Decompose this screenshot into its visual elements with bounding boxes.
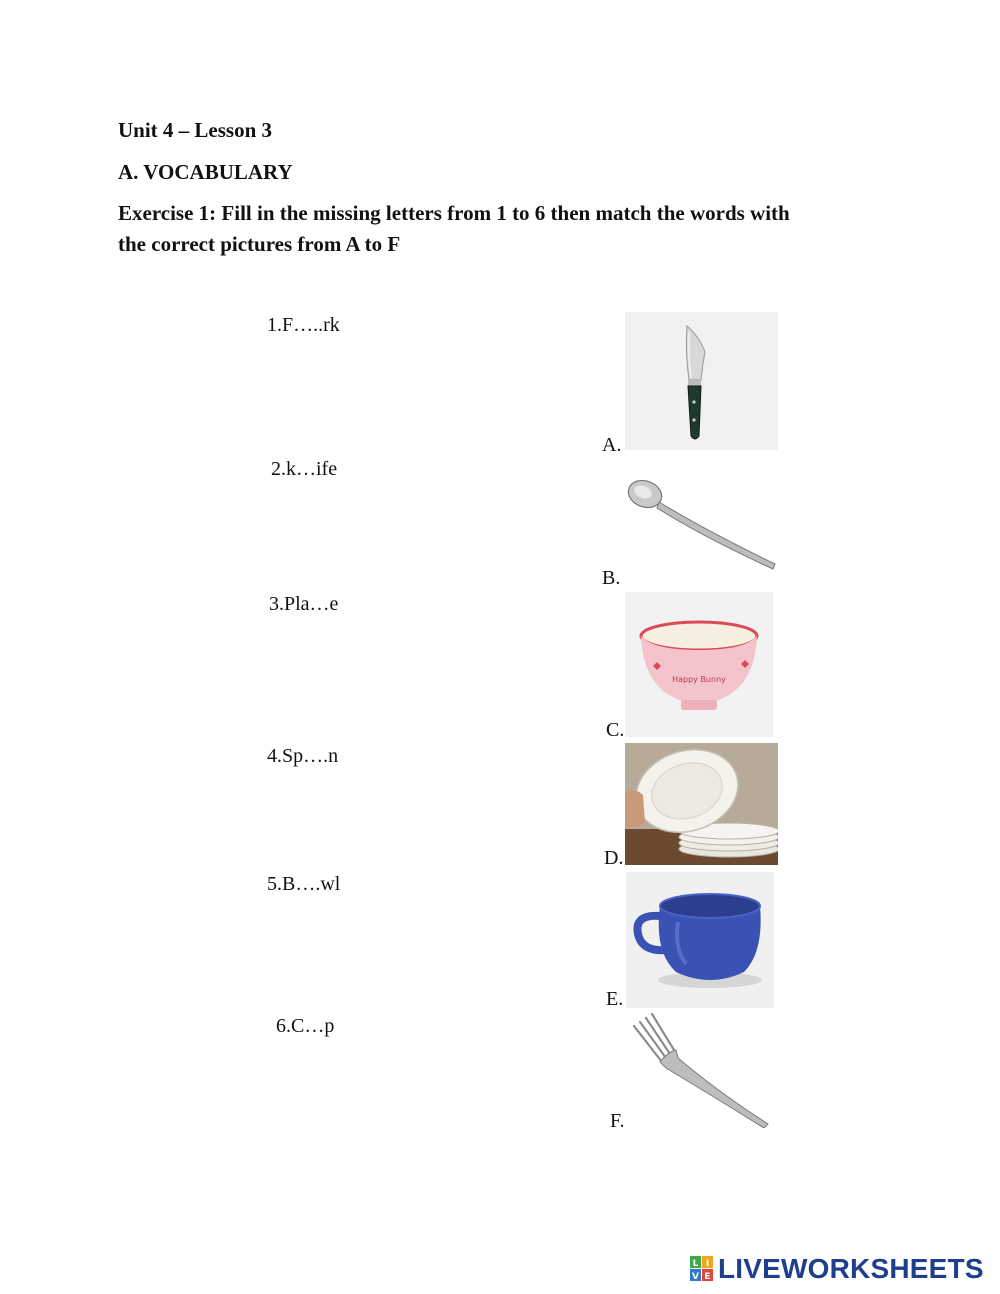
word-2[interactable]: 2.k…ife <box>271 458 338 480</box>
section-heading: A. VOCABULARY <box>118 160 293 184</box>
badge-letter-e: E <box>704 1272 711 1282</box>
badge-letter-l: L <box>692 1259 699 1269</box>
picture-c-label: C. <box>606 719 625 741</box>
word-5[interactable]: 5.B….wl <box>267 873 341 895</box>
word-1[interactable]: 1.F…..rk <box>267 314 340 336</box>
knife-icon <box>625 312 778 450</box>
picture-e-label: E. <box>606 988 624 1010</box>
spoon-icon <box>625 452 778 572</box>
picture-d-label: D. <box>604 847 624 869</box>
exercise-instructions <box>118 201 878 257</box>
word-4[interactable]: 4.Sp….n <box>267 745 339 767</box>
exercise-line-2: the correct pictures from A to F <box>118 232 401 256</box>
lesson-title: Unit 4 – Lesson 3 <box>118 118 273 142</box>
picture-f <box>628 1012 770 1128</box>
badge-letter-v: V <box>692 1272 699 1282</box>
fork-icon <box>628 1012 770 1128</box>
picture-b <box>625 452 778 572</box>
live-badge-icon <box>690 1256 714 1282</box>
picture-e <box>626 872 774 1008</box>
liveworksheets-logo <box>690 1254 984 1284</box>
picture-a <box>625 312 778 450</box>
picture-c <box>625 592 773 737</box>
picture-b-label: B. <box>602 567 621 589</box>
picture-d <box>625 743 778 865</box>
exercise-line-1: Exercise 1: Fill in the missing letters from 1 to 6 then match the words with <box>118 201 790 225</box>
badge-letter-i: I <box>705 1259 710 1269</box>
svg-text:Happy Bunny: Happy Bunny <box>672 675 726 684</box>
word-6[interactable]: 6.C…p <box>276 1015 335 1037</box>
brand-name: LIVEWORKSHEETS <box>718 1253 984 1284</box>
cup-icon <box>626 872 774 1008</box>
picture-f-label: F. <box>610 1110 625 1132</box>
bowl-icon <box>625 592 773 737</box>
plates-icon <box>625 743 778 865</box>
picture-a-label: A. <box>602 434 622 456</box>
word-3[interactable]: 3.Pla…e <box>269 593 339 615</box>
